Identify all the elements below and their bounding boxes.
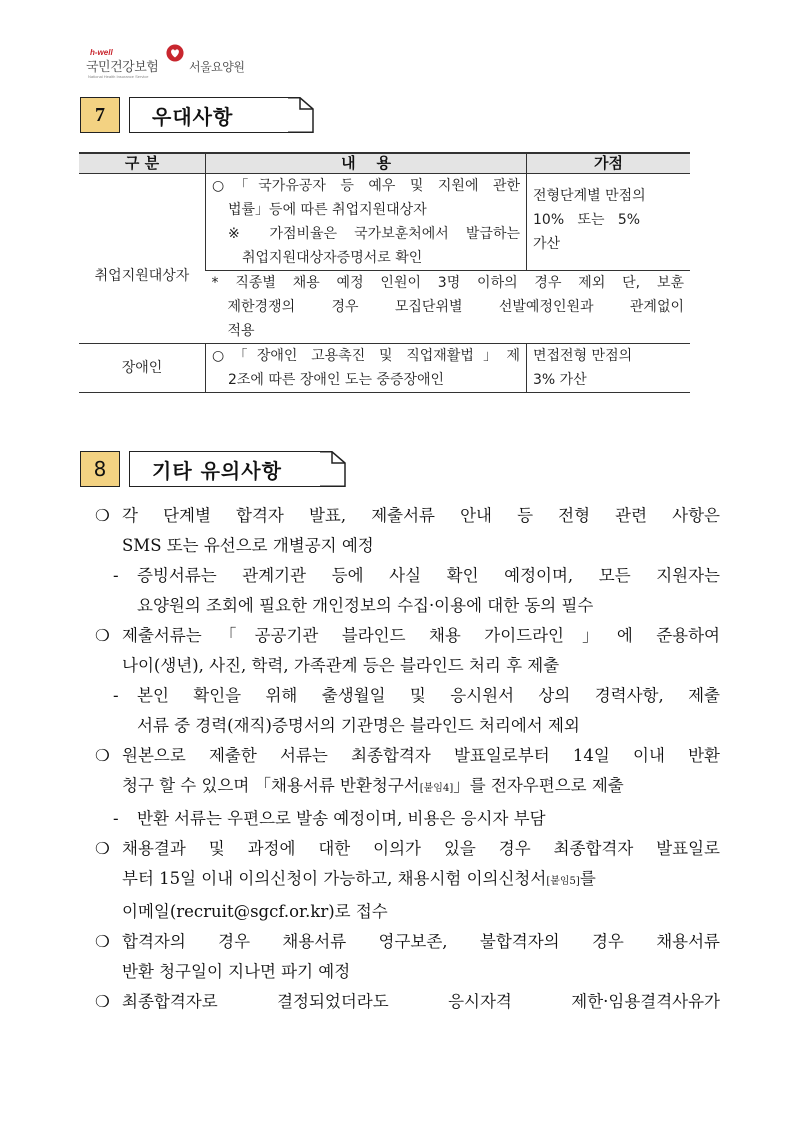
list-item: [95, 621, 720, 651]
attachment-ref: [붙임4]: [419, 783, 454, 794]
circle-bullet-icon: ❍: [95, 839, 110, 858]
list-item-continuation: 청구 할 수 있으며 「채용서류 반환청구서[붙임4]」를 전자우편으로 제출: [122, 776, 624, 795]
list-item-continuation: 부터 15일 이내 이의신청이 가능하고, 채용시험 이의신청서[붙임5]를: [122, 869, 596, 888]
list-item-continuation: 반환 청구일이 지나면 파기 예정: [122, 962, 351, 981]
list-item: [95, 987, 720, 1017]
points-cell: [527, 344, 691, 393]
section-number-badge: 7: [80, 97, 120, 133]
section-title: 우대사항: [129, 97, 289, 133]
list-subitem: [95, 804, 720, 834]
dash-bullet-icon: -: [113, 566, 119, 585]
column-header-points: 가점: [527, 153, 691, 174]
circle-bullet-icon: ❍: [95, 746, 110, 765]
content-note-line: ※ 가점비율은 국가보훈처에서 발급하는: [228, 226, 520, 242]
content-line: ○「장애인 고용촉진 및 직업재활법」제: [212, 348, 520, 364]
list-item-continuation: 서류 중 경력(재직)증명서의 기관명은 블라인드 처리에서 제외: [137, 716, 580, 735]
logo-branch-name: 서울요양원: [189, 60, 245, 74]
column-header-content: 내 용: [206, 153, 527, 174]
list-subitem: [95, 561, 720, 591]
organization-logo: [86, 48, 266, 88]
content-line: 법률」등에 따른 취업지원대상자: [228, 202, 427, 218]
content-line: ○「국가유공자 등 예우 및 지원에 관한: [212, 178, 520, 194]
note-line: 적용: [227, 323, 255, 339]
content-cell: [206, 344, 527, 393]
note-cell: [206, 271, 691, 344]
category-cell: 취업지원대상자: [79, 174, 206, 344]
list-item: [95, 741, 720, 771]
circle-bullet-icon: ❍: [95, 932, 110, 951]
folded-corner-icon: [320, 451, 346, 487]
dash-bullet-icon: -: [113, 809, 119, 828]
preference-table: [79, 152, 690, 393]
section-title: 기타 유의사항: [129, 451, 321, 487]
list-item-continuation: SMS 또는 유선으로 개별공지 예정: [122, 536, 374, 555]
circle-bullet-icon: ❍: [95, 992, 110, 1011]
list-item: [95, 927, 720, 957]
list-item-continuation: 요양원의 조회에 필요한 개인정보의 수집·이용에 대한 동의 필수: [137, 596, 594, 615]
list-item-continuation: 나이(생년), 사진, 학력, 가족관계 등은 블라인드 처리 후 제출: [122, 656, 560, 675]
list-item-text: 채용결과 및 과정에 대한 이의가 있을 경우 최종합격자 발표일로: [122, 839, 720, 858]
points-line: 전형단계별 만점의: [533, 188, 646, 204]
list-item-text: 증빙서류는 관계기관 등에 사실 확인 예정이며, 모든 지원자는: [137, 566, 720, 585]
list-item-text: 합격자의 경우 채용서류 영구보존, 불합격자의 경우 채용서류: [122, 932, 720, 951]
note-line: 제한경쟁의 경우 모집단위별 선발예정인원과 관계없이: [227, 299, 684, 315]
content-note-line: 취업지원대상자증명서로 확인: [242, 250, 423, 266]
points-line: 3% 가산: [533, 372, 587, 388]
points-line: 10% 또는 5%: [533, 212, 641, 228]
table-row: [79, 344, 690, 393]
list-item-text: 본인 확인을 위해 출생월일 및 응시원서 상의 경력사항, 제출: [137, 686, 720, 705]
dash-bullet-icon: -: [113, 686, 119, 705]
list-item-text: 반환 서류는 우편으로 발송 예정이며, 비용은 응시자 부담: [137, 809, 546, 828]
circle-bullet-icon: ❍: [95, 506, 110, 525]
email-address-text: 이메일(recruit@sgcf.or.kr)로 접수: [122, 902, 388, 921]
points-cell: [527, 174, 691, 271]
column-header-category: 구 분: [79, 153, 206, 174]
list-subitem: [95, 681, 720, 711]
heart-logo-icon: [166, 44, 184, 62]
list-item-text: 제출서류는「공공기관 블라인드 채용 가이드라인」에 준용하여: [122, 626, 720, 645]
table-header-row: [79, 153, 690, 174]
list-item-continuation: [95, 897, 720, 927]
list-item: [95, 501, 720, 531]
section-number-badge: 8: [80, 451, 120, 487]
table-row: [79, 174, 690, 271]
logo-org-subtitle: National Health Insurance Service: [88, 74, 149, 79]
logo-tagline: h-well: [90, 48, 113, 57]
content-line: 2조에 따른 장애인 도는 중증장애인: [228, 372, 445, 388]
logo-org-name: 국민건강보험: [86, 60, 159, 75]
circle-bullet-icon: ❍: [95, 626, 110, 645]
category-cell: 장애인: [79, 344, 206, 393]
note-line: * 직종별 채용 예정 인원이 3명 이하의 경우 제외 단, 보훈: [211, 275, 684, 291]
points-line: 면접전형 만점의: [533, 348, 633, 364]
list-item-text: 최종합격자로 결정되었더라도 응시자격 제한·임용결격사유가: [122, 992, 720, 1011]
notes-list: [95, 501, 720, 1017]
list-item-text: 원본으로 제출한 서류는 최종합격자 발표일로부터 14일 이내 반환: [122, 746, 720, 765]
folded-corner-icon: [288, 97, 314, 133]
list-item: [95, 834, 720, 864]
attachment-ref: [붙임5]: [546, 876, 580, 887]
points-line: 가산: [533, 236, 561, 252]
content-cell: [206, 174, 527, 271]
list-item-text: 각 단계별 합격자 발표, 제출서류 안내 등 전형 관련 사항은: [122, 506, 720, 525]
